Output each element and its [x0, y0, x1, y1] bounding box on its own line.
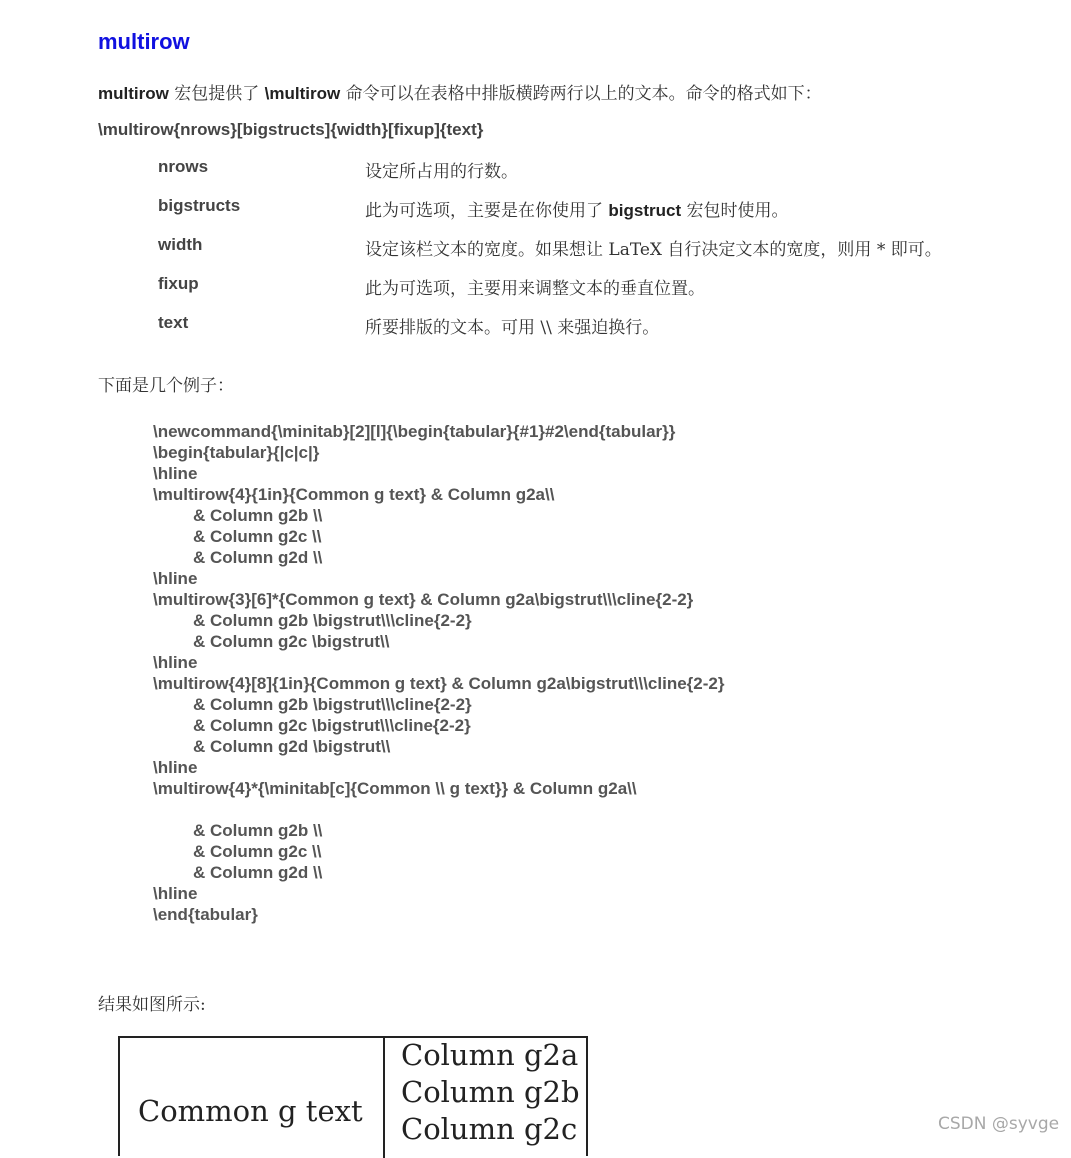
intro-text-1: 宏包提供了: [168, 84, 265, 104]
result-label: 结果如图所示:: [98, 995, 206, 1015]
result-column-cell: Column g2a: [401, 1038, 579, 1072]
code-line: \multirow{4}{1in}{Common g text} & Column g2a\\: [153, 485, 555, 504]
code-line: & Column g2d \bigstrut\\: [193, 737, 391, 756]
code-line-blank: [153, 799, 724, 820]
code-line: & Column g2c \bigstrut\\: [193, 632, 390, 651]
param-description: 设定所占用的行数。: [365, 162, 518, 182]
code-line: \multirow{4}*{\minitab[c]{Common \\ g text}} & Column g2a\\: [153, 779, 637, 798]
result-table-image: [118, 1036, 588, 1156]
code-line: \newcommand{\minitab}[2][l]{\begin{tabular}{#1}#2\end{tabular}}: [153, 422, 676, 441]
intro-command-name: \multirow: [264, 84, 341, 103]
code-line: & Column g2b \bigstrut\\\cline{2-2}: [193, 695, 472, 714]
code-line: \hline: [153, 884, 198, 903]
param-desc-text: 此为可选项，主要是在你使用了: [365, 201, 609, 221]
watermark: CSDN @syvge: [938, 1114, 1060, 1134]
code-line: \multirow{3}[6]*{Common g text} & Column g2a\bigstrut\\\cline{2-2}: [153, 590, 694, 609]
examples-label: 下面是几个例子：: [98, 376, 234, 396]
param-description: 设定该栏文本的宽度。如果想让 LaTeX 自行决定文本的宽度，则用 * 即可。: [365, 240, 942, 260]
code-line: & Column g2b \\: [193, 506, 323, 525]
section-heading: multirow: [98, 29, 190, 54]
code-line: & Column g2c \bigstrut\\\cline{2-2}: [193, 716, 471, 735]
param-description: 此为可选项，主要用来调整文本的垂直位置。: [365, 279, 705, 299]
param-name: fixup: [158, 274, 199, 293]
result-table-divider: [383, 1038, 385, 1158]
param-name: nrows: [158, 157, 209, 176]
code-line: & Column g2d \\: [193, 548, 323, 567]
command-syntax: \multirow{nrows}[bigstructs]{width}[fixup]{text}: [98, 120, 484, 139]
code-line: \end{tabular}: [153, 905, 258, 924]
code-line: \multirow{4}[8]{1in}{Common g text} & Column g2a\bigstrut\\\cline{2-2}: [153, 674, 725, 693]
param-desc-text: 宏包时使用。: [681, 201, 789, 221]
result-common-cell: Common g text: [138, 1094, 363, 1128]
code-line: & Column g2b \bigstrut\\\cline{2-2}: [193, 611, 472, 630]
code-line: & Column g2d \\: [193, 863, 323, 882]
result-column-cell: Column g2c: [401, 1112, 578, 1146]
intro-paragraph: [98, 79, 822, 104]
code-line: \hline: [153, 464, 198, 483]
param-description: [365, 196, 789, 221]
intro-package-name: multirow: [98, 84, 169, 103]
intro-text-2: 命令可以在表格中排版横跨两行以上的文本。命令的格式如下：: [340, 84, 822, 104]
code-line: \hline: [153, 569, 198, 588]
param-name: text: [158, 313, 189, 332]
code-line: & Column g2c \\: [193, 842, 322, 861]
code-line: \begin{tabular}{|c|c|}: [153, 443, 320, 462]
code-line: & Column g2b \\: [193, 821, 323, 840]
code-line: \hline: [153, 653, 198, 672]
param-desc-keyword: bigstruct: [608, 201, 682, 220]
param-description: 所要排版的文本。可用 \\ 来强迫换行。: [365, 318, 660, 338]
result-column-cell: Column g2b: [401, 1075, 580, 1109]
param-name: width: [158, 235, 203, 254]
code-block: [153, 421, 724, 925]
code-line: & Column g2c \\: [193, 527, 322, 546]
code-line: \hline: [153, 758, 198, 777]
param-name: bigstructs: [158, 196, 241, 215]
